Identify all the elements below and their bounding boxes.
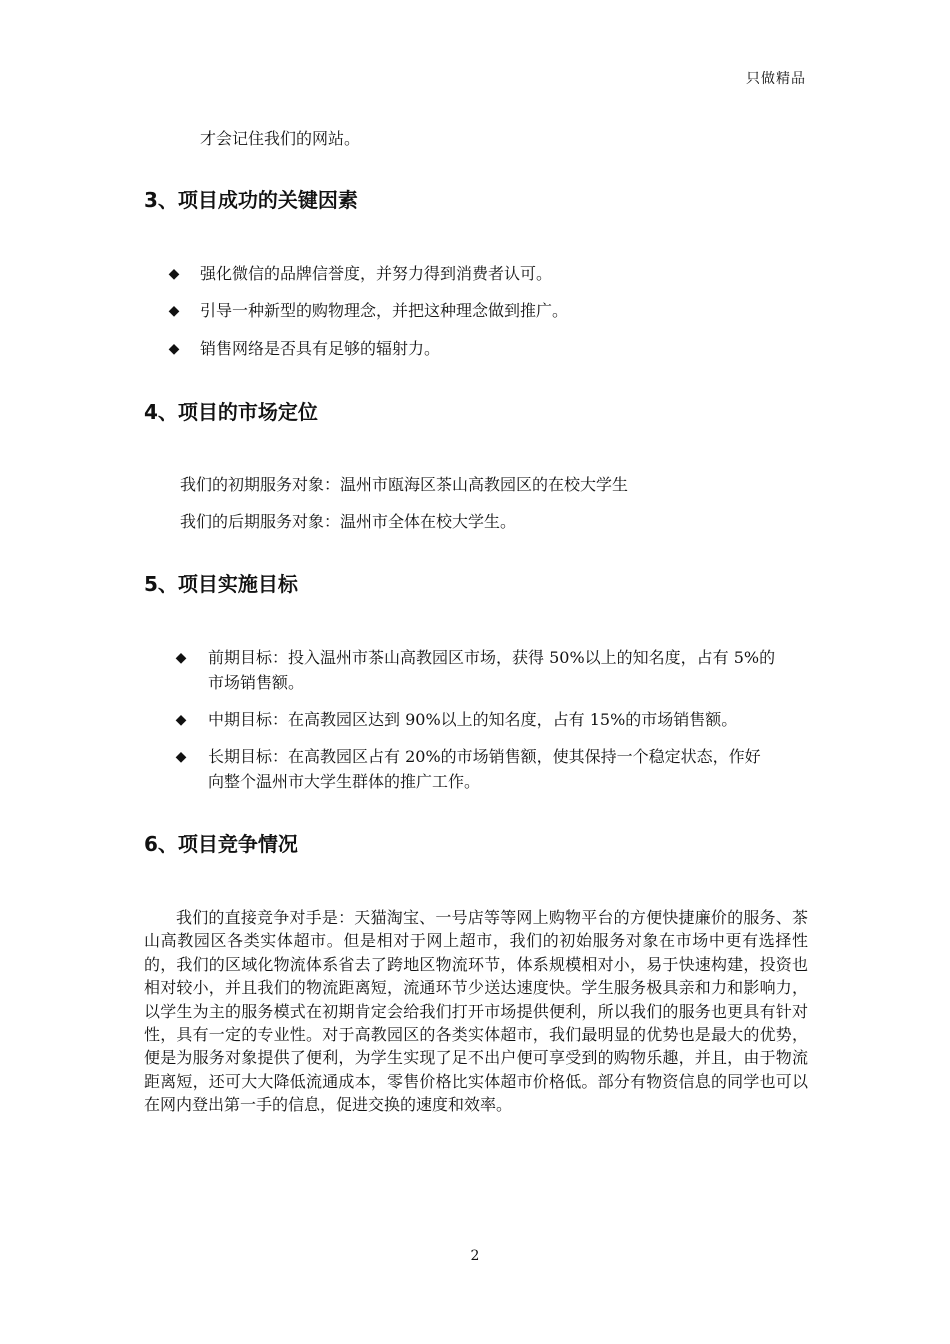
section4-title: 4、项目的市场定位: [144, 400, 318, 424]
section4-line: 我们的初期服务对象：温州市瓯海区茶山高教园区的在校大学生: [180, 475, 629, 494]
list-item: [0, 708, 950, 732]
diamond-bullet-icon: ◆: [175, 749, 187, 765]
list-item: [0, 745, 950, 795]
list-item: [0, 337, 950, 361]
section6-title: 6、项目竞争情况: [144, 832, 298, 856]
list-item-text-line1: 前期目标：投入温州市茶山高教园区市场，获得 50%以上的知名度，占有 5%的: [208, 648, 776, 667]
list-item: [0, 262, 950, 286]
list-item-text-line1: 长期目标：在高教园区占有 20%的市场销售额，使其保持一个稳定状态，作好: [208, 747, 761, 766]
list-item: [0, 299, 950, 323]
diamond-bullet-icon: ◆: [175, 650, 187, 666]
section3-title: 3、项目成功的关键因素: [144, 188, 358, 212]
list-item-text: 引导一种新型的购物理念，并把这种理念做到推广。: [200, 301, 569, 320]
diamond-bullet-icon: ◆: [175, 712, 187, 728]
diamond-bullet-icon: ◆: [168, 266, 180, 282]
header-note: 只做精品: [746, 71, 806, 87]
list-item-text: 销售网络是否具有足够的辐射力。: [200, 339, 441, 358]
list-item-text: 强化微信的品牌信誉度，并努力得到消费者认可。: [200, 264, 553, 283]
diamond-bullet-icon: ◆: [168, 341, 180, 357]
list-item-text-line2: 向整个温州市大学生群体的推广工作。: [208, 772, 481, 791]
list-item: [0, 646, 950, 696]
section6-body: 我们的直接竞争对手是：天猫淘宝、一号店等等网上购物平台的方便快捷廉价的服务、茶山高教园区各类实体超市。但是相对于网上超市，我们的初始服务对象在市场中更有选择性的，我们的区域化物流体系省去了跨地区物流环节，体系规模相对小，易于快速构建，投资也相对较小，并且我们的物流距离短，流通环节少送达速度快。学生服务极具亲和力和影响力，以学生为主的服务模式在初期肯定会给我们打开市场提供便利，所以我们的服务也更具有针对性，具有一定的专业性。对于高教园区的各类实体超市，我们最明显的优势也是最大的优势，便是为服务对象提供了便利，为学生实现了足不出户便可享受到的购物乐趣，并且，由于物流距离短，还可大大降低流通成本，零售价格比实体超市价格低。部分有物资信息的同学也可以在网内登出第一手的信息，促进交换的速度和效率。: [144, 908, 808, 1115]
intro-line: 才会记住我们的网站。: [200, 129, 361, 148]
diamond-bullet-icon: ◆: [168, 303, 180, 319]
list-item-text-line2: 市场销售额。: [208, 673, 305, 692]
section4-line: 我们的后期服务对象：温州市全体在校大学生。: [180, 512, 517, 531]
page-number: 2: [470, 1248, 480, 1264]
list-item-text: 中期目标：在高教园区达到 90%以上的知名度，占有 15%的市场销售额。: [208, 710, 738, 729]
section5-title: 5、项目实施目标: [144, 572, 298, 596]
